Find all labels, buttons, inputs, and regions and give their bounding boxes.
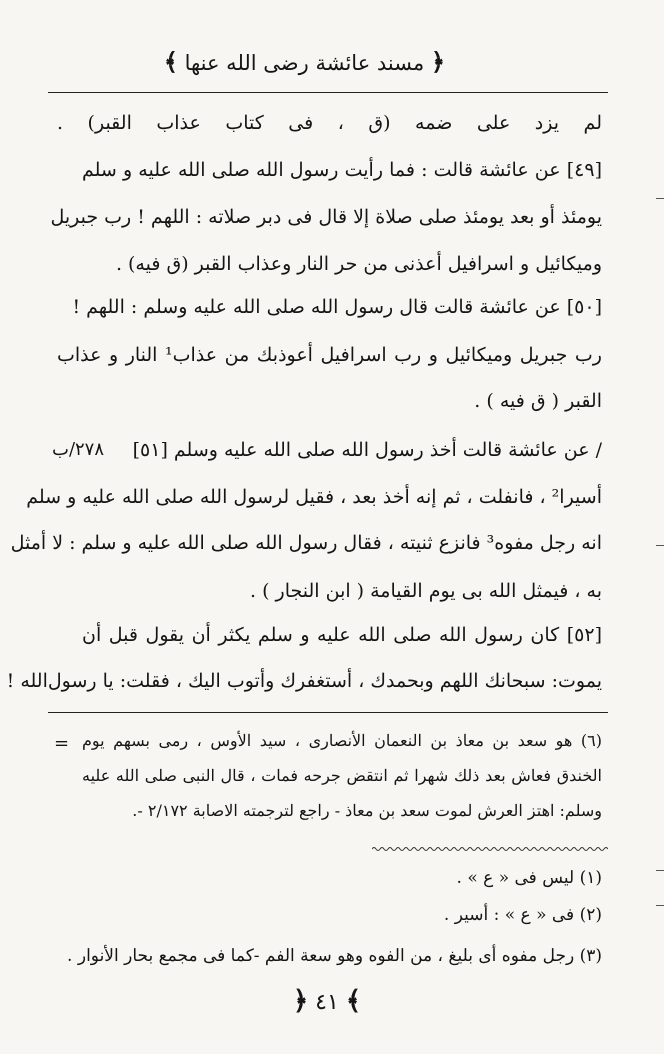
scan-edge-mark (656, 545, 664, 546)
body-line: [٥٢] كان رسول الله صلى الله عليه و سلم يكثر أن يقول قبل أن (82, 624, 602, 646)
ornate-bracket-close: ﴾ (163, 47, 178, 76)
ornate-bracket-open: ﴿ (292, 986, 309, 1016)
body-line: أسيرا² ، فانفلت ، ثم إنه أخذ بعد ، فقيل لرسول الله صلى الله عليه و سلم (26, 486, 602, 508)
body-line: يموت: سبحانك اللهم وبحمدك ، أستغفرك وأتوب اليك ، فقلت: يا رسول‌الله ! (6, 670, 602, 692)
page-number (282, 987, 372, 1017)
body-line: وميكائيل و اسرافيل أعذنى من حر النار وعذاب القبر (ق فيه) . (115, 253, 602, 275)
body-line: رب جبريل وميكائيل و رب اسرافيل أعوذبك من عذاب¹ النار و عذاب (57, 344, 602, 366)
note-line: (٣) رجل مفوه أى بليغ ، من الفوه وهو سعة الفم -كما فى مجمع بحار الأنوار . (67, 946, 602, 966)
running-header (163, 44, 445, 80)
header-rule (48, 92, 608, 93)
body-line: لم يزد على ضمه (ق ، فى كتاب عذاب القبر) . (57, 112, 602, 134)
body-line: [٤٩] عن عائشة قالت : فما رأيت رسول الله صلى الله عليه و سلم (82, 159, 602, 181)
body-line: [٥٠] عن عائشة قالت قال رسول الله صلى الله عليه وسلم : اللهم ! (72, 296, 602, 318)
wavy-separator (372, 846, 608, 852)
scan-edge-mark (656, 870, 664, 871)
body-line: القبر ( ق فيه ) . (474, 390, 602, 412)
footnote-line: (٦) هو سعد بن معاذ بن النعمان الأنصارى ، سيد الأوس ، رمى بسهم يوم (82, 731, 602, 750)
ornate-bracket-open: ﴿ (430, 47, 445, 76)
footnote-rule (48, 712, 608, 713)
scan-edge-mark (656, 905, 664, 906)
note-line: (١) ليس فى « ع » . (456, 868, 602, 888)
page-number-value: ٤١ (315, 990, 339, 1015)
footnote-line: وسلم: اهتز العرش لموت سعد بن معاذ - راجع لترجمته الاصابة ٢/١٧٢ -. (132, 801, 602, 820)
body-line: به ، فيمثل الله بى يوم القيامة ( ابن النجار ) . (250, 580, 602, 602)
scan-edge-mark (656, 198, 664, 199)
footnote-line: الخندق فعاش بعد ذلك شهرا ثم انتقض جرحه فمات ، قال النبى صلى الله عليه (82, 766, 602, 785)
ornate-bracket-close: ﴾ (345, 986, 362, 1016)
body-line: انه رجل مفوه³ فانزع ثنيته ، فقال رسول الله صلى الله عليه و سلم : لا أمثل (10, 532, 602, 554)
continuation-mark: = (54, 733, 70, 754)
note-line: (٢) فى « ع » : أسير . (443, 905, 602, 925)
body-line: يومئذ أو بعد يومئذ صلى صلاة إلا قال فى دبر صلاته : اللهم ! رب جبريل (50, 206, 602, 228)
body-line: / عن عائشة قالت أخذ رسول الله صلى الله عليه وسلم [٥١] (132, 439, 602, 461)
header-title: مسند عائشة رضى الله عنها (184, 51, 425, 75)
manuscript-folio-ref: ٢٧٨/ب (52, 439, 105, 460)
